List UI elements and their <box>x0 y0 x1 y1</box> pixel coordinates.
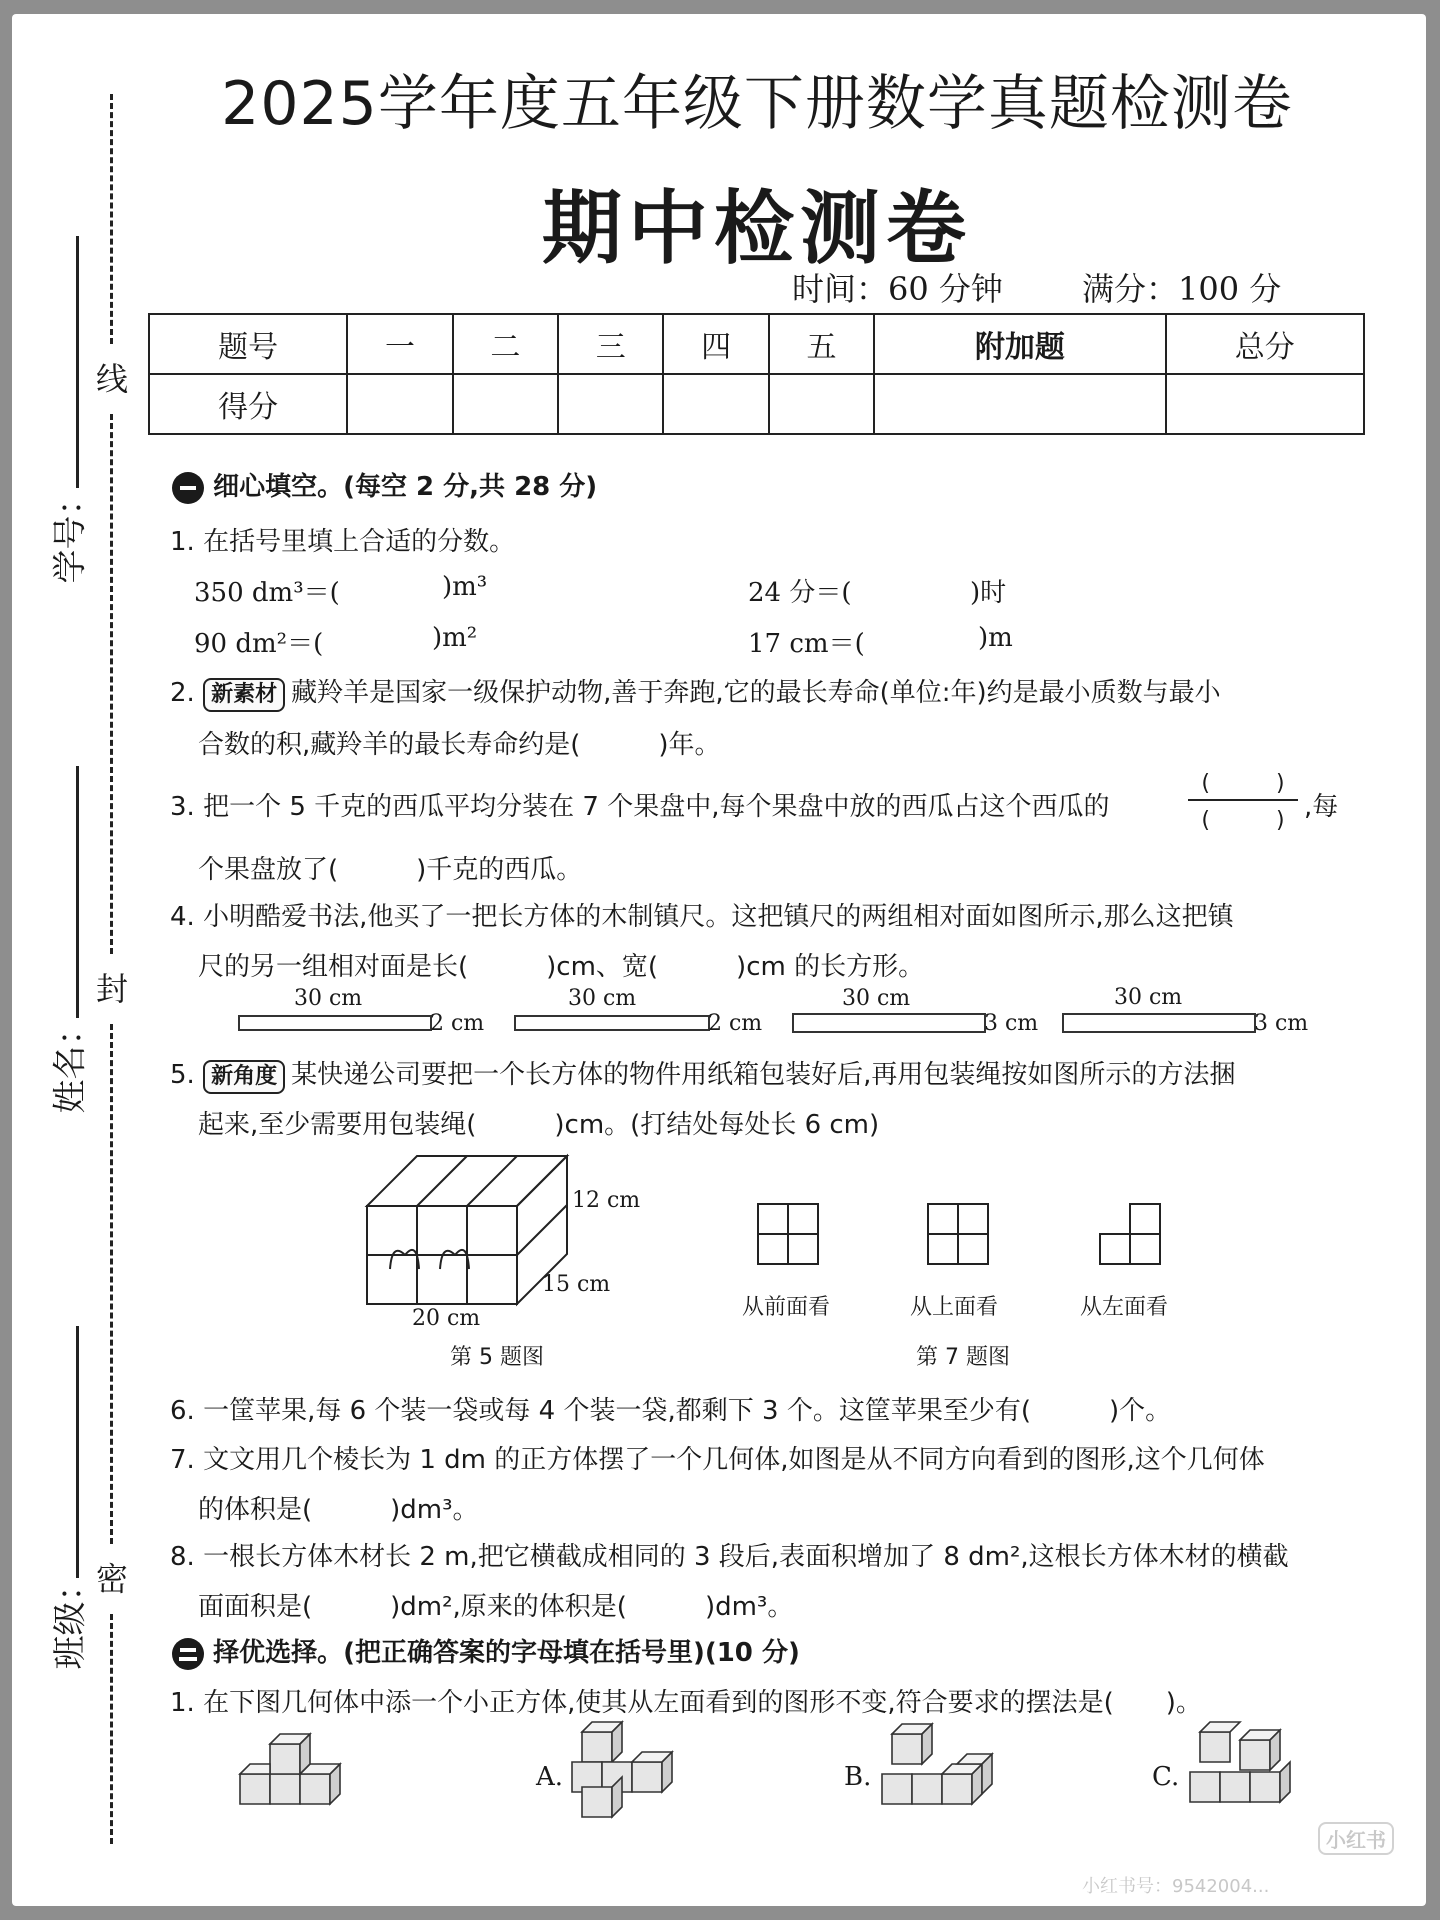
q1-d: 17 cm＝( <box>748 629 865 659</box>
bar1-length: 30 cm <box>294 986 363 1011</box>
score-cell[interactable] <box>874 374 1165 434</box>
section1-heading <box>172 466 597 504</box>
q6-text: 6. 一筐苹果,每 6 个装一袋或每 4 个装一袋,都剩下 3 个。这筐苹果至少有( )个。 <box>170 1396 1172 1426</box>
q3-fraction-denominator: ( ) <box>1201 808 1285 833</box>
q3-fraction <box>1188 766 1298 834</box>
option-a-label: A. <box>536 1762 564 1792</box>
binding-dashed-line-top <box>110 94 113 344</box>
ruler-face-1 <box>238 1015 432 1031</box>
new-angle-tag: 新角度 <box>203 1060 285 1094</box>
name-label: 姓名： <box>50 1011 91 1114</box>
score-table-header-row <box>149 314 1364 374</box>
option-b-label: B. <box>844 1762 872 1792</box>
q1-a-unit: )m³ <box>442 572 488 602</box>
q2-line1 <box>170 672 1221 712</box>
exam-full-score: 满分：100 分 <box>1082 270 1282 308</box>
score-cell[interactable] <box>1166 374 1364 434</box>
bar2-width: 2 cm <box>708 1011 763 1036</box>
header-cell: 一 <box>347 314 452 374</box>
top-view-figure <box>926 1202 990 1266</box>
section1-title: 细心填空。(每空 2 分,共 28 分) <box>213 472 598 502</box>
name-line <box>76 766 79 1018</box>
q1-a: 350 dm³＝( <box>194 578 340 608</box>
bar1-width: 2 cm <box>430 1011 485 1036</box>
q2-line2: 合数的积,藏羚羊的最长寿命约是( )年。 <box>198 730 721 760</box>
bar4-length: 30 cm <box>1114 985 1183 1010</box>
q1-b: 24 分＝( <box>748 578 852 608</box>
box-depth-label: 15 cm <box>542 1272 611 1297</box>
q3-line2: 个果盘放了( )千克的西瓜。 <box>198 855 583 885</box>
header-cell: 总分 <box>1166 314 1364 374</box>
fraction-bar <box>1188 799 1298 801</box>
class-line <box>76 1326 79 1578</box>
watermark-logo: 小红书 <box>1318 1822 1394 1855</box>
bar3-width: 3 cm <box>984 1011 1039 1036</box>
watermark-id: 小红书号：9542004... <box>1082 1876 1270 1897</box>
binding-dashed-line-bottom <box>110 1614 113 1844</box>
score-table-score-row <box>149 374 1364 434</box>
top-view-label: 从上面看 <box>910 1295 999 1320</box>
score-cell[interactable] <box>558 374 663 434</box>
ruler-face-2 <box>514 1015 710 1031</box>
exam-time: 时间：60 分钟 <box>792 270 1003 308</box>
front-view-label: 从前面看 <box>742 1295 831 1320</box>
section2-badge-icon <box>172 1638 204 1670</box>
q8-line2: 面面积是( )dm²,原来的体积是( )dm³。 <box>198 1592 794 1622</box>
new-material-tag: 新素材 <box>203 678 285 712</box>
left-view-figure <box>1098 1202 1162 1266</box>
q4-line2: 尺的另一组相对面是长( )cm、宽( )cm 的长方形。 <box>198 952 925 982</box>
q8-line1: 8. 一根长方体木材长 2 m,把它横截成相同的 3 段后,表面积增加了 8 dm²,这根长方体木材的横截 <box>170 1542 1289 1572</box>
class-label: 班级： <box>50 1567 91 1670</box>
header-cell: 附加题 <box>874 314 1165 374</box>
option-a-cube-figure <box>562 1712 692 1832</box>
q5-line1 <box>170 1054 1235 1094</box>
q3-fraction-numerator: ( ) <box>1201 771 1285 796</box>
q7-line2: 的体积是( )dm³。 <box>198 1495 479 1525</box>
option-c-label: C. <box>1152 1762 1180 1792</box>
exam-title: 2025学年度五年级下册数学真题检测卷 <box>221 69 1293 139</box>
section2-title: 择优选择。(把正确答案的字母填在括号里)(10 分) <box>213 1638 800 1668</box>
score-cell[interactable] <box>663 374 768 434</box>
exam-sheet <box>12 14 1426 1906</box>
q5-text1: 某快递公司要把一个长方体的物件用纸箱包装好后,再用包装绳按如图所示的方法捆 <box>291 1060 1236 1090</box>
secret-char: 密 <box>92 1554 132 1600</box>
section1-badge-icon <box>172 472 204 504</box>
q7-caption: 第 7 题图 <box>916 1345 1010 1370</box>
header-cell: 题号 <box>149 314 347 374</box>
option-b-cube-figure <box>872 1714 1002 1824</box>
exam-subtitle: 期中检测卷 <box>542 182 972 275</box>
q1-d-unit: )m <box>978 623 1013 653</box>
student-id-label: 学号： <box>50 481 91 584</box>
seal-char: 封 <box>92 964 132 1010</box>
bar4-width: 3 cm <box>1254 1011 1309 1036</box>
q2-text1: 藏羚羊是国家一级保护动物,善于奔跑,它的最长寿命(单位:年)约是最小质数与最小 <box>291 678 1221 708</box>
header-cell: 三 <box>558 314 663 374</box>
q5-caption: 第 5 题图 <box>450 1345 544 1370</box>
q1-b-unit: )时 <box>970 578 1007 608</box>
front-view-figure <box>756 1202 820 1266</box>
score-cell[interactable] <box>347 374 452 434</box>
ruler-face-4 <box>1062 1013 1256 1033</box>
bar2-length: 30 cm <box>568 986 637 1011</box>
student-id-line <box>76 236 79 488</box>
base-cube-figure <box>230 1724 370 1824</box>
q7-line1: 7. 文文用几个棱长为 1 dm 的正方体摆了一个几何体,如图是从不同方向看到的图形,这个几何体 <box>170 1445 1265 1475</box>
q3-line1: 3. 把一个 5 千克的西瓜平均分装在 7 个果盘中,每个果盘中放的西瓜占这个西瓜的 <box>170 792 1110 822</box>
score-row-label: 得分 <box>149 374 347 434</box>
q5-number: 5. <box>170 1060 195 1090</box>
section2-heading <box>172 1632 800 1670</box>
box-width-label: 20 cm <box>412 1306 481 1331</box>
bar3-length: 30 cm <box>842 986 911 1011</box>
score-cell[interactable] <box>453 374 558 434</box>
option-c-cube-figure <box>1180 1712 1310 1832</box>
q1-c-unit: )m² <box>432 623 478 653</box>
binding-dashed-line-mid <box>110 414 113 954</box>
header-cell: 五 <box>769 314 874 374</box>
ruler-face-3 <box>792 1013 986 1033</box>
q2-number: 2. <box>170 678 195 708</box>
header-cell: 四 <box>663 314 768 374</box>
score-cell[interactable] <box>769 374 874 434</box>
section2-q1-text: 1. 在下图几何体中添一个小正方体,使其从左面看到的图形不变,符合要求的摆法是( )。 <box>170 1688 1202 1718</box>
binding-dashed-line-low <box>110 1024 113 1544</box>
q1-stem: 1. 在括号里填上合适的分数。 <box>170 527 516 557</box>
q3-line1-end: ,每 <box>1304 792 1339 822</box>
q1-c: 90 dm²＝( <box>194 629 324 659</box>
q5-line2: 起来,至少需要用包装绳( )cm。(打结处每处长 6 cm) <box>198 1110 880 1140</box>
header-cell: 二 <box>453 314 558 374</box>
left-view-label: 从左面看 <box>1080 1295 1169 1320</box>
q4-line1: 4. 小明酷爱书法,他买了一把长方体的木制镇尺。这把镇尺的两组相对面如图所示,那么这把镇 <box>170 902 1234 932</box>
score-table <box>148 313 1365 435</box>
box-height-label: 12 cm <box>572 1188 641 1213</box>
line-char: 线 <box>92 354 132 400</box>
